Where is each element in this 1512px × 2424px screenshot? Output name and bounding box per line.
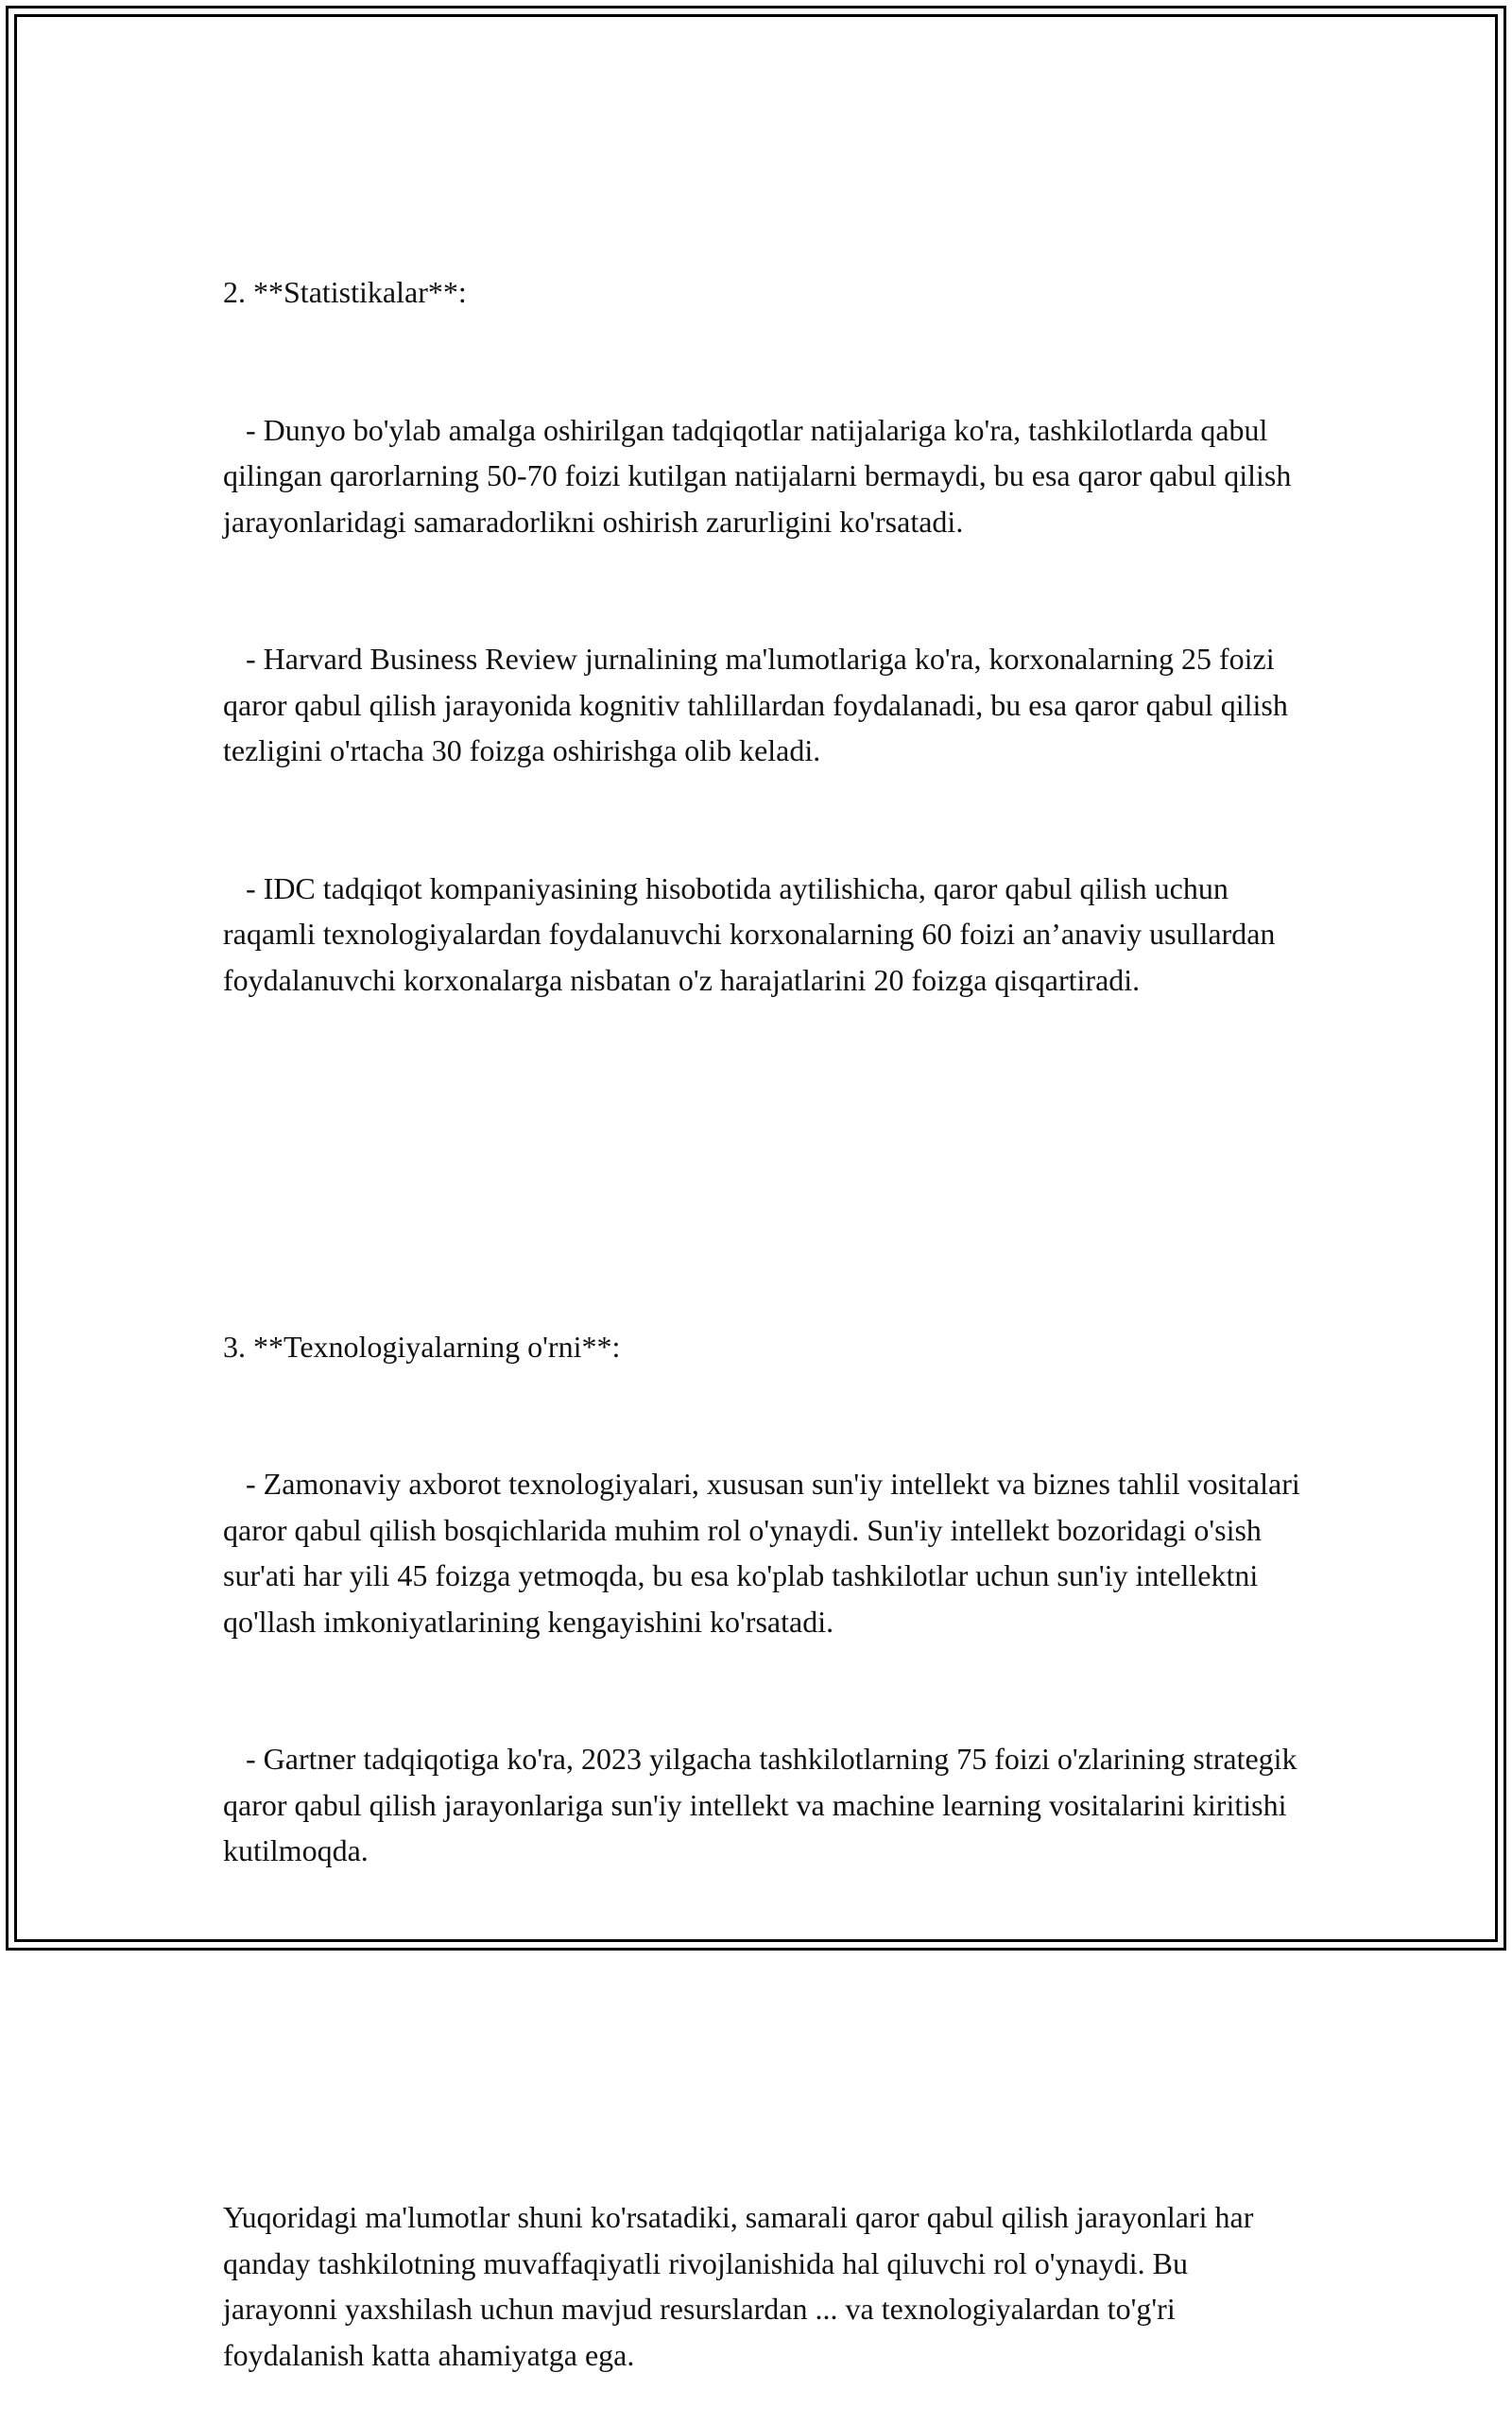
document-body bbox=[223, 178, 1308, 2424]
section-2-bullet-2: - Harvard Business Review jurnalining ma'lumotlariga ko'ra, korxonalarning 25 foizi qaror qabul qilish jarayonida kognitiv tahlillardan foydalanadi, bu esa qaror qabul qilish tezligini o'rtacha 30 foizga oshirishga olib keladi. bbox=[223, 642, 1296, 767]
section-2-bullet-3: - IDC tadqiqot kompaniyasining hisobotida aytilishicha, qaror qabul qilish uchun raqamli texnologiyalardan foydalanuvchi korxonalarning 60 foizi an’anaviy usullardan foydalanuvchi korxonalarga nisbatan o'z harajatlarini 20 foizga qisqartiradi. bbox=[223, 870, 1283, 997]
section-3-bullet-2: - Gartner tadqiqotiga ko'ra, 2023 yilgacha tashkilotlarning 75 foizi o'zlarining strategik qaror qabul qilish jarayonlariga sun'iy intellekt va machine learning vositalarini kiritishi kutilmoqda. bbox=[223, 1742, 1305, 1867]
section-3-bullet-1: - Zamonaviy axborot texnologiyalari, xususan sun'iy intellekt va biznes tahlil vositalari qaror qabul qilish bosqichlarida muhim rol o'ynaydi. Sun'iy intellekt bozoridagi o'sish sur'ati har yili 45 foizga yetmoqda, bu esa ko'plab tashkilotlar uchun sun'iy intellektni qo'llash imkoniyatlarining kengayishini ko'rsatadi. bbox=[223, 1467, 1308, 1639]
paragraph-spacer bbox=[223, 1141, 1300, 1187]
paragraph-spacer bbox=[223, 2011, 1300, 2057]
section-2-heading: 2. **Statistikalar**: bbox=[223, 275, 467, 309]
conclusion-paragraph: Yuqoridagi ma'lumotlar shuni ko'rsatadiki, samarali qaror qabul qilish jarayonlari har qanday tashkilotning muvaffaqiyatli rivojlanishida hal qiluvchi rol o'ynaydi. Bu jarayonni yaxshilash uchun mavjud resurslardan ... va texnologiyalardan to'g'ri foydalanish katta ahamiyatga ega. bbox=[223, 2200, 1262, 2372]
section-2-bullet-1: - Dunyo bo'ylab amalga oshirilgan tadqiqotlar natijalariga ko'ra, tashkilotlarda qabul qilingan qarorlarning 50-70 foizi kutilgan natijalarni bermaydi, bu esa qaror qabul qilish jarayonlaridagi samaradorlikni oshirish zarurligini ko'rsatadi. bbox=[223, 412, 1299, 539]
section-3-heading: 3. **Texnologiyalarning o'rni**: bbox=[223, 1329, 621, 1364]
